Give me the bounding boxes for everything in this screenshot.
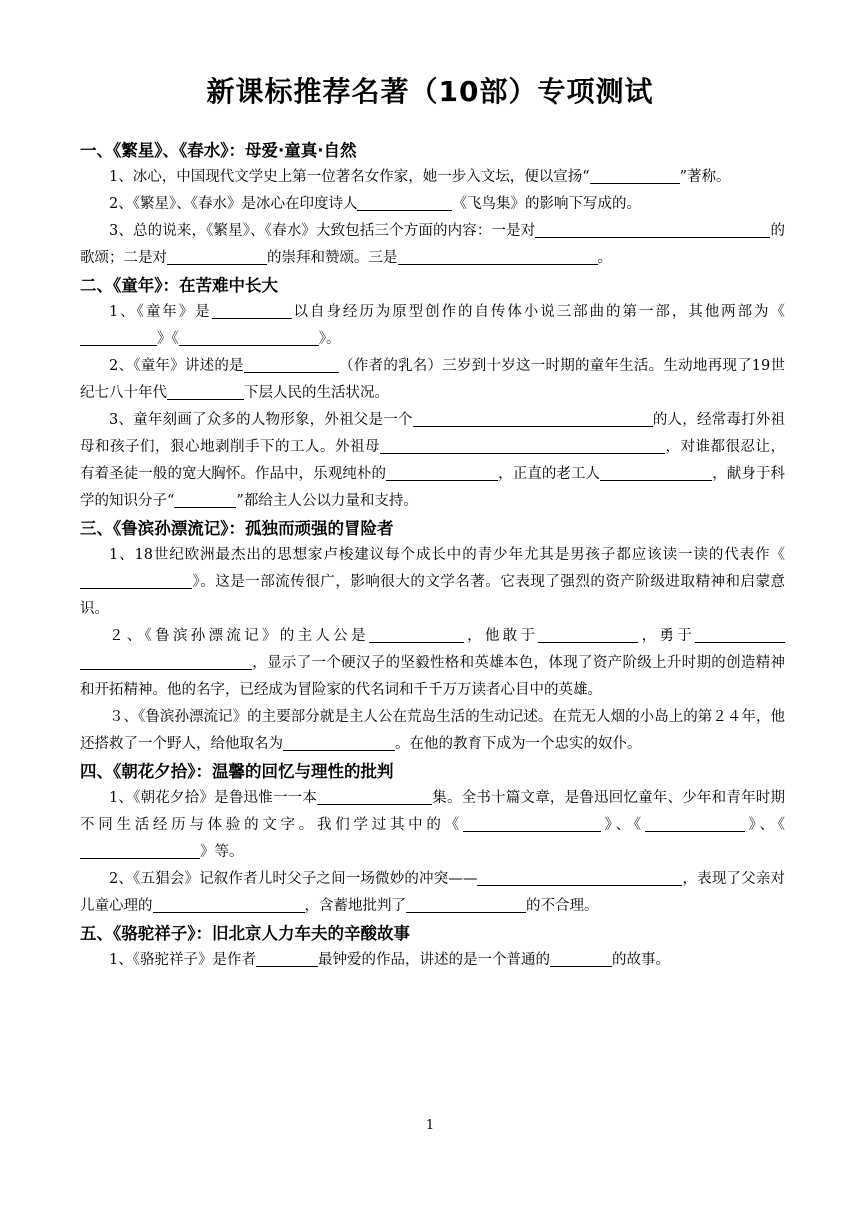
answer-blank[interactable] bbox=[585, 437, 665, 454]
answer-blank[interactable] bbox=[398, 248, 598, 265]
answer-blank[interactable] bbox=[695, 626, 785, 643]
answer-blank[interactable] bbox=[369, 626, 464, 643]
answer-blank[interactable] bbox=[167, 383, 244, 400]
answer-blank[interactable] bbox=[317, 788, 432, 805]
section-heading-5: 五、《骆驼祥子》：旧北京人力车夫的辛酸故事 bbox=[80, 924, 410, 943]
answer-blank[interactable] bbox=[386, 464, 498, 481]
question-4-2: 2、《五猖会》记叙作者儿时父子之间一场微妙的冲突—— ，表现了父亲对儿童心理的 ，含蓄地批判了 的不合理。 bbox=[80, 871, 785, 914]
question-1-2: 2、《繁星》、《春水》是冰心在印度诗人 《飞鸟集》的影响下写成的。 bbox=[109, 196, 641, 212]
answer-blank[interactable] bbox=[80, 842, 200, 859]
answer-blank[interactable] bbox=[550, 950, 612, 967]
question-3-1: 1、18世纪欧洲最杰出的思想家卢梭建议每个成长中的青少年尤其是男孩子都应该读一读的代表作《》。这是一部流传很广，影响很大的文学名著。它表现了强烈的资产阶级进取精神和启蒙意识。 bbox=[80, 547, 785, 617]
answer-blank[interactable] bbox=[212, 302, 292, 319]
section-heading-4: 四、《朝花夕拾》：温馨的回忆与理性的批判 bbox=[80, 762, 394, 781]
answer-blank[interactable] bbox=[256, 950, 318, 967]
answer-blank[interactable] bbox=[413, 410, 653, 427]
answer-blank[interactable] bbox=[600, 464, 712, 481]
page-title: 新课标推荐名著（10部）专项测试 bbox=[206, 75, 654, 108]
page-number: 1 bbox=[425, 1118, 435, 1133]
question-2-2: 2、《童年》讲述的是 （作者的乳名）三岁到十岁这一时期的童年生活。生动地再现了19世纪七八十年代 下层人民的生活状况。 bbox=[80, 358, 785, 401]
answer-blank[interactable] bbox=[179, 329, 319, 346]
answer-blank[interactable] bbox=[463, 815, 601, 832]
answer-blank[interactable] bbox=[590, 167, 680, 184]
answer-blank[interactable] bbox=[244, 356, 339, 373]
answer-blank[interactable] bbox=[477, 869, 682, 886]
answer-blank[interactable] bbox=[538, 626, 638, 643]
answer-blank[interactable] bbox=[80, 653, 252, 670]
question-2-3: 3、童年刻画了众多的人物形象，外祖父是一个 的人，经常毒打外祖母和孩子们，狠心地剥削手下的工人。外祖母 ，对谁都很忍让，有着圣徒一般的宽大胸怀。作品中，乐观纯朴的 ，正直的老工人 ，献身于科学的知识分子“ ”都给主人公以力量和支持。 bbox=[80, 412, 786, 509]
answer-blank[interactable] bbox=[153, 896, 305, 913]
question-3-2: ２、《鲁滨孙漂流记》的主人公是 ，他敢于 ，勇于，显示了一个硬汉子的坚毅性格和英雄本色，体现了资产阶级上升时期的创造精神和开拓精神。他的名字，已经成为冒险家的代名词和千千万万读者心目中的英雄。 bbox=[80, 628, 785, 698]
answer-blank[interactable] bbox=[357, 194, 452, 211]
answer-blank[interactable] bbox=[167, 248, 267, 265]
answer-blank[interactable] bbox=[80, 572, 192, 589]
question-1-3: 3、总的说来，《繁星》、《春水》大致包括三个方面的内容：一是对 的歌颂；二是对 的崇拜和赞颂。三是 。 bbox=[80, 223, 786, 266]
question-3-3: ３、《鲁滨孙漂流记》的主要部分就是主人公在荒岛生活的生动记述。在荒无人烟的小岛上的第２４年，他还搭救了一个野人，给他取名为 。在他的教育下成为一个忠实的奴仆。 bbox=[80, 709, 785, 752]
answer-blank[interactable] bbox=[535, 221, 675, 238]
answer-blank[interactable] bbox=[283, 734, 395, 751]
answer-blank[interactable] bbox=[174, 491, 236, 508]
answer-blank[interactable] bbox=[675, 221, 770, 238]
question-2-1: 1、《童年》是 以自身经历为原型创作的自传体小说三部曲的第一部，其他两部为《》《 》。 bbox=[80, 299, 785, 353]
answer-blank[interactable] bbox=[80, 329, 157, 346]
question-5-1: 1、《骆驼祥子》是作者 最钟爱的作品，讲述的是一个普通的 的故事。 bbox=[109, 952, 670, 968]
question-1-1: 1、冰心，中国现代文学史上第一位著名女作家，她一步入文坛，便以宣扬“ ”著称。 bbox=[109, 169, 731, 185]
answer-blank[interactable] bbox=[645, 815, 745, 832]
question-4-1: 1、《朝花夕拾》是鲁迅惟一一本 集。全书十篇文章，是鲁迅回忆童年、少年和青年时期不同生活经历与体验的文字。我们学过其中的《 》、《 》、《》等。 bbox=[80, 790, 786, 860]
document-body bbox=[80, 137, 785, 974]
section-heading-2: 二、《童年》：在苦难中长大 bbox=[80, 276, 278, 295]
answer-blank[interactable] bbox=[380, 437, 585, 454]
section-heading-3: 三、《鲁滨孙漂流记》：孤独而顽强的冒险者 bbox=[80, 519, 394, 538]
section-heading-1: 一、《繁星》、《春水》：母爱·童真·自然 bbox=[80, 141, 357, 160]
answer-blank[interactable] bbox=[406, 896, 526, 913]
